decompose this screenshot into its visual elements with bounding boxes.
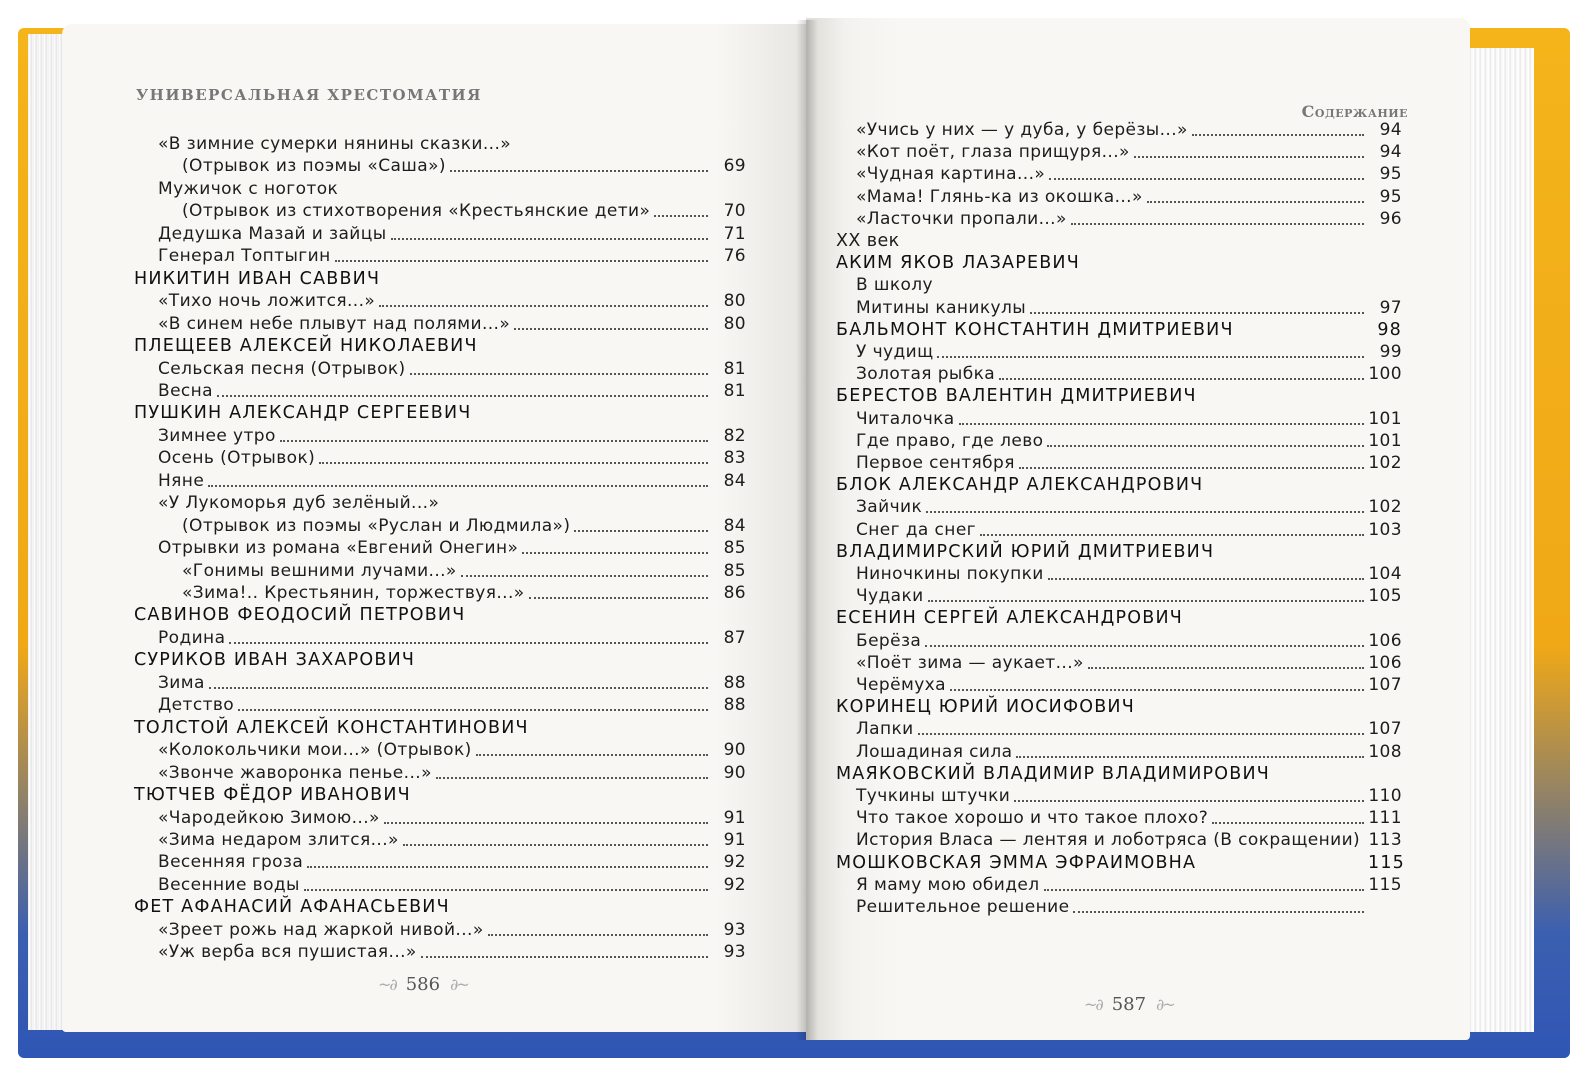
entry-title: Няне	[158, 470, 205, 491]
entry-page-number: 111	[1368, 808, 1402, 829]
toc-entry	[158, 940, 746, 962]
dot-leader	[1047, 439, 1364, 447]
entry-title: КОРИНЕЦ ЮРИЙ ИОСИФОВИЧ	[836, 697, 1135, 718]
entry-page-number: 99	[1379, 342, 1402, 362]
entry-page-number: 110	[1368, 786, 1402, 806]
dot-leader	[918, 727, 1364, 735]
entry-title: «Чудная картина...»	[856, 164, 1046, 185]
entry-title: СУРИКОВ ИВАН ЗАХАРОВИЧ	[134, 650, 416, 671]
entry-page-number: 88	[723, 695, 746, 716]
entry-page-number: 93	[723, 919, 746, 940]
dot-leader	[319, 456, 708, 464]
dot-leader	[217, 389, 708, 397]
author-heading	[836, 473, 1402, 495]
entry-title: ТОЛСТОЙ АЛЕКСЕЙ КОНСТАНТИНОВИЧ	[134, 717, 529, 738]
entry-title: Дедушка Мазай и зайцы	[158, 223, 387, 244]
entry-page-number: 95	[1379, 164, 1402, 185]
entry-page-number: 104	[1368, 564, 1402, 584]
toc-entry	[158, 806, 746, 828]
entry-title: «Зима!.. Крестьянин, торжествуя...»	[182, 583, 525, 603]
entry-page-number: 87	[723, 627, 746, 648]
entry-title: Черёмуха	[856, 675, 946, 695]
dot-leader	[1019, 461, 1364, 469]
toc-entry	[856, 362, 1402, 384]
entry-title: «Поёт зима — аукает...»	[856, 652, 1084, 673]
entry-page-number: 100	[1368, 364, 1402, 385]
author-heading	[836, 695, 1402, 717]
entry-page-number: 105	[1368, 586, 1402, 607]
dot-leader	[488, 928, 708, 936]
entry-page-number: 94	[1379, 120, 1402, 140]
entry-page-number: 69	[723, 156, 746, 177]
toc-entry	[158, 761, 746, 783]
entry-title: Сельская песня (Отрывок)	[158, 358, 406, 379]
author-heading	[134, 603, 746, 625]
dot-leader	[1049, 172, 1364, 180]
entry-title: Берёза	[856, 630, 922, 651]
entry-page-number: 85	[723, 560, 746, 581]
entry-title: САВИНОВ ФЕОДОСИЙ ПЕТРОВИЧ	[134, 605, 466, 626]
entry-page-number: 113	[1368, 830, 1403, 851]
entry-title: Отрывки из романа «Евгений Онегин»	[158, 538, 519, 559]
toc-entry	[856, 806, 1402, 828]
author-heading	[134, 401, 746, 423]
entry-page-number: 92	[723, 874, 746, 895]
entry-title: Зима	[158, 672, 205, 693]
entry-title: «Кот поёт, глаза прищуря...»	[856, 142, 1130, 163]
toc-entry	[158, 424, 746, 446]
dot-leader	[926, 505, 1364, 513]
section-heading	[836, 229, 1402, 251]
dot-leader	[384, 816, 708, 824]
entry-title: Золотая рыбка	[856, 364, 996, 385]
dot-leader	[1073, 905, 1364, 913]
ornament-icon: ~∂	[1084, 995, 1102, 1014]
toc-entry	[856, 273, 1402, 295]
entry-page-number: 85	[723, 538, 746, 559]
entry-title: Весенняя гроза	[158, 852, 304, 873]
dot-leader	[515, 144, 708, 150]
toc-entry	[856, 429, 1402, 451]
entry-title: Где право, где лево	[856, 430, 1044, 451]
toc-entry	[158, 132, 746, 154]
toc-entry	[158, 626, 746, 648]
toc-entry	[158, 828, 746, 850]
page-number: 586	[405, 974, 441, 995]
entry-page-number: 90	[723, 762, 746, 783]
entry-page-number: 102	[1368, 453, 1402, 473]
dot-leader	[1212, 816, 1364, 824]
author-heading	[836, 851, 1406, 873]
entry-page-number: 98	[1377, 319, 1402, 340]
entry-title: ПУШКИН АЛЕКСАНДР СЕРГЕЕВИЧ	[134, 403, 472, 424]
dot-leader	[1014, 794, 1364, 802]
dot-leader	[529, 591, 708, 599]
entry-title: У чудищ	[856, 342, 934, 362]
toc-entry	[856, 296, 1402, 318]
toc-entry	[158, 873, 746, 895]
toc-entry	[856, 828, 1402, 850]
entry-title: Лошадиная сила	[856, 741, 1013, 762]
entry-title: МАЯКОВСКИЙ ВЛАДИМИР ВЛАДИМИРОВИЧ	[836, 763, 1270, 784]
entry-title: «Зреет рожь над жаркой нивой...»	[158, 919, 484, 940]
entry-page-number: 81	[723, 358, 746, 379]
entry-page-number: 106	[1368, 630, 1402, 651]
author-heading	[836, 606, 1402, 628]
entry-title: «Чародейкою Зимою...»	[158, 807, 380, 828]
ornament-icon: ∂~	[1156, 995, 1174, 1014]
entry-page-number: 86	[723, 583, 746, 603]
entry-title: «Ласточки пропали...»	[856, 208, 1067, 229]
entry-title: «Звонче жаворонка пенье...»	[158, 762, 432, 783]
entry-page-number: 107	[1368, 675, 1402, 695]
entry-title: Я маму мою обидел	[856, 874, 1040, 895]
entry-title: В школу	[856, 275, 934, 296]
toc-entry	[856, 873, 1402, 895]
entry-page-number: 80	[723, 313, 746, 334]
entry-page-number: 95	[1379, 186, 1402, 207]
author-heading	[134, 716, 746, 738]
toc-entry	[856, 451, 1402, 473]
dot-leader	[937, 350, 1364, 358]
author-heading	[836, 762, 1402, 784]
dot-leader	[1192, 128, 1364, 136]
entry-title: «Уж верба вся пушистая...»	[158, 942, 417, 963]
entry-page-number: 88	[723, 672, 746, 693]
dot-leader	[209, 681, 708, 689]
entry-title: Ниночкины покупки	[856, 564, 1044, 584]
toc-entry	[856, 340, 1402, 362]
toc-entry	[158, 671, 746, 693]
dot-leader	[476, 748, 708, 756]
dot-leader	[1030, 306, 1364, 314]
toc-entry	[856, 407, 1402, 429]
entry-title: (Отрывок из стихотворения «Крестьянские дети»	[182, 201, 651, 222]
dot-leader	[999, 372, 1364, 380]
entry-title: Лапки	[856, 719, 914, 740]
dot-leader	[950, 683, 1364, 691]
entry-page-number: 80	[723, 291, 746, 312]
toc-entry	[856, 717, 1402, 739]
entry-title: ВЛАДИМИРСКИЙ ЮРИЙ ДМИТРИЕВИЧ	[836, 541, 1215, 562]
dot-leader	[522, 546, 708, 554]
entry-title: НИКИТИН ИВАН САВВИЧ	[134, 268, 381, 289]
entry-page-number: 70	[723, 201, 746, 222]
right-page	[806, 18, 1470, 1040]
dot-leader	[335, 254, 708, 262]
entry-title: Зайчик	[856, 497, 923, 518]
entry-title: (Отрывок из поэмы «Саша»)	[182, 156, 446, 177]
entry-page-number: 91	[723, 807, 746, 828]
running-head: УНИВЕРСАЛЬНАЯ ХРЕСТОМАТИЯ	[136, 86, 482, 104]
entry-title: «Колокольчики мои...» (Отрывок)	[158, 740, 472, 761]
entry-title: Детство	[158, 695, 235, 716]
entry-title: (Отрывок из поэмы «Руслан и Людмила»)	[182, 515, 571, 536]
entry-title: Зимнее утро	[158, 425, 276, 446]
dot-leader	[928, 594, 1364, 602]
toc-entry	[856, 518, 1402, 540]
toc-entry	[158, 469, 746, 491]
entry-page-number: 97	[1379, 297, 1402, 318]
entry-page-number: 92	[723, 852, 746, 873]
entry-title: «Зима недаром злится...»	[158, 829, 399, 850]
entry-title: Весенние воды	[158, 874, 300, 895]
toc-entry	[182, 154, 746, 176]
dot-leader	[421, 950, 708, 958]
dot-leader	[959, 417, 1364, 425]
entry-page-number: 115	[1368, 874, 1402, 895]
toc-entry	[856, 740, 1402, 762]
dot-leader	[229, 636, 708, 644]
toc-entry	[158, 738, 746, 760]
book-gutter	[796, 20, 818, 1040]
entry-page-number: 83	[723, 448, 746, 469]
author-heading	[836, 318, 1402, 340]
dot-leader	[391, 232, 708, 240]
toc-entry	[158, 446, 746, 468]
dot-leader	[436, 771, 708, 779]
entry-title: Осень (Отрывок)	[158, 448, 316, 469]
running-head: Содержание	[1301, 102, 1408, 121]
dot-leader	[461, 569, 708, 577]
entry-title: ПЛЕЩЕЕВ АЛЕКСЕЙ НИКОЛАЕВИЧ	[134, 336, 478, 357]
entry-title: Первое сентября	[856, 453, 1015, 473]
entry-page-number: 91	[723, 829, 746, 850]
entry-title: Генерал Топтыгин	[158, 246, 331, 267]
dot-leader	[1016, 750, 1364, 758]
toc-entry	[182, 559, 746, 581]
author-heading	[134, 267, 746, 289]
toc-entry	[856, 162, 1402, 184]
dot-leader	[574, 524, 708, 532]
page-edges-right	[1462, 48, 1534, 1032]
author-heading	[134, 895, 746, 917]
ornament-icon: ~∂	[378, 975, 396, 994]
entry-title: Мужичок с ноготок	[158, 178, 339, 199]
toc-entry	[158, 222, 746, 244]
entry-title: БАЛЬМОНТ КОНСТАНТИН ДМИТРИЕВИЧ	[836, 319, 1234, 340]
dot-leader	[307, 860, 708, 868]
page-number: 587	[1111, 994, 1147, 1015]
toc-entry	[856, 562, 1402, 584]
toc-entry	[158, 536, 746, 558]
entry-title: «Мама! Глянь-ка из окошка...»	[856, 186, 1143, 207]
entry-title: Митины каникулы	[856, 297, 1027, 318]
entry-title: ФЕТ АФАНАСИЙ АФАНАСЬЕВИЧ	[134, 897, 450, 918]
toc-entry	[158, 693, 746, 715]
author-heading	[134, 783, 746, 805]
entry-title: АКИМ ЯКОВ ЛАЗАРЕВИЧ	[836, 253, 1080, 274]
dot-leader	[925, 639, 1364, 647]
toc-entry	[158, 379, 746, 401]
dot-leader	[304, 883, 708, 891]
entry-title: «В синем небе плывут над полями...»	[158, 313, 511, 334]
dot-leader	[280, 434, 708, 442]
entry-page-number: 84	[723, 515, 746, 536]
entry-title: «Тихо ночь ложится...»	[158, 291, 376, 312]
dot-leader	[238, 703, 708, 711]
toc-entry	[856, 584, 1402, 606]
entry-title: ЕСЕНИН СЕРГЕЙ АЛЕКСАНДРОВИЧ	[836, 608, 1183, 629]
toc-entry	[158, 289, 746, 311]
toc-entry	[856, 673, 1402, 695]
toc-entry	[158, 177, 746, 199]
toc-entry	[158, 357, 746, 379]
entry-page-number: 96	[1379, 208, 1402, 229]
toc-entry	[856, 629, 1402, 651]
dot-leader	[654, 209, 708, 217]
dot-leader	[379, 299, 708, 307]
entry-title: МОШКОВСКАЯ ЭММА ЭФРАИМОВНА	[836, 852, 1197, 873]
dot-leader	[980, 528, 1364, 536]
dot-leader	[514, 322, 708, 330]
entry-title: БЛОК АЛЕКСАНДР АЛЕКСАНДРОВИЧ	[836, 475, 1204, 496]
entry-page-number: 81	[723, 380, 746, 401]
entry-title: История Власа — лентяя и лоботряса (В сокращении)	[856, 830, 1361, 851]
toc-entry	[158, 312, 746, 334]
entry-page-number: 102	[1368, 497, 1402, 518]
toc-entry	[182, 199, 746, 221]
entry-page-number: 82	[723, 425, 746, 446]
toc-entry	[856, 895, 1402, 917]
left-page	[62, 24, 806, 1032]
entry-page-number: 76	[723, 246, 746, 267]
entry-page-number: 101	[1368, 408, 1402, 429]
toc-entry	[856, 185, 1402, 207]
dot-leader	[1134, 150, 1364, 158]
entry-page-number: 84	[723, 470, 746, 491]
author-heading	[134, 334, 746, 356]
entry-title: Читалочка	[856, 408, 955, 429]
page-folio	[378, 974, 468, 995]
dot-leader	[1147, 195, 1364, 203]
entry-title: «У Лукоморья дуб зелёный...»	[158, 493, 440, 514]
entry-title: Что такое хорошо и что такое плохо?	[856, 808, 1209, 829]
toc-entry	[158, 244, 746, 266]
toc-entry	[856, 495, 1402, 517]
entry-page-number: 107	[1368, 719, 1402, 740]
toc-entry	[158, 918, 746, 940]
dot-leader	[1088, 661, 1364, 669]
author-heading	[134, 648, 746, 670]
entry-page-number: 106	[1368, 652, 1402, 673]
ornament-icon: ∂~	[450, 975, 468, 994]
dot-leader	[450, 164, 708, 172]
dot-leader	[443, 503, 708, 509]
dot-leader	[937, 285, 1364, 291]
dot-leader	[1044, 883, 1365, 891]
dot-leader	[403, 838, 708, 846]
page-folio	[1084, 994, 1174, 1015]
dot-leader	[342, 189, 708, 195]
entry-title: Родина	[158, 627, 226, 648]
entry-title: Весна	[158, 380, 214, 401]
entry-title: Чудаки	[856, 586, 924, 607]
entry-title: Решительное решение	[856, 897, 1070, 917]
toc-entry	[158, 850, 746, 872]
entry-title: «Учись у них — у дуба, у берёзы...»	[856, 120, 1188, 140]
entry-page-number: 90	[723, 740, 746, 761]
entry-title: Тучкины штучки	[856, 786, 1011, 806]
toc-entry	[182, 581, 746, 603]
entry-title: «В зимние сумерки нянины сказки...»	[158, 134, 512, 154]
author-heading	[836, 251, 1402, 273]
entry-page-number: 103	[1368, 519, 1402, 540]
toc-entry	[856, 118, 1402, 140]
entry-title: «Гонимы вешними лучами...»	[182, 560, 457, 581]
toc-entry	[856, 140, 1402, 162]
entry-title: Снег да снег	[856, 519, 977, 540]
entry-page-number: 101	[1368, 430, 1402, 451]
dot-leader	[1071, 217, 1364, 225]
toc-entry	[158, 491, 746, 513]
dot-leader	[410, 367, 708, 375]
entry-page-number: 108	[1368, 741, 1402, 762]
toc-entry	[182, 514, 746, 536]
author-heading	[836, 384, 1402, 406]
toc-entry	[856, 207, 1402, 229]
dot-leader	[1048, 572, 1364, 580]
entry-page-number: 93	[723, 942, 746, 963]
toc-entry	[856, 651, 1402, 673]
entry-title: XX век	[836, 231, 900, 251]
entry-page-number: 71	[723, 223, 746, 244]
toc-entry	[856, 784, 1402, 806]
entry-title: БЕРЕСТОВ ВАЛЕНТИН ДМИТРИЕВИЧ	[836, 386, 1197, 407]
entry-page-number: 94	[1379, 142, 1402, 163]
entry-page-number: 115	[1368, 852, 1406, 873]
entry-title: ТЮТЧЕВ ФЁДОР ИВАНОВИЧ	[134, 785, 411, 806]
author-heading	[836, 540, 1402, 562]
dot-leader	[208, 479, 708, 487]
